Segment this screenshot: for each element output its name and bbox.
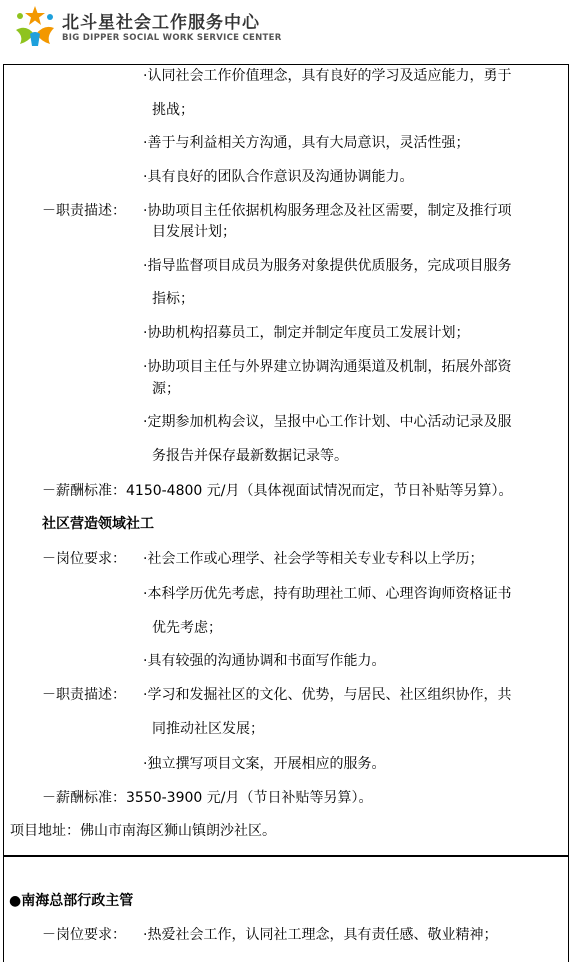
- duty-item: ·协助项目主任依据机构服务理念及社区需要，制定及推行项: [143, 203, 512, 219]
- duty-item-cont: 目发展计划；: [152, 224, 236, 240]
- requirement-item: ·善于与利益相关方沟通，具有大局意识，灵活性强；: [143, 135, 470, 151]
- project-address: 项目地址：佛山市南海区狮山镇朗沙社区。: [10, 823, 276, 839]
- duty-item: ·定期参加机构会议，呈报中心工作计划、中心活动记录及服: [143, 414, 512, 430]
- job-title: ●南海总部行政主管: [9, 893, 134, 909]
- duty-item: ·独立撰写项目文案，开展相应的服务。: [143, 756, 386, 772]
- salary-text: －薪酬标准：4150-4800 元/月（具体视面试情况而定，节日补贴等另算）。: [42, 483, 513, 499]
- requirement-item: ·具有良好的团队合作意识及沟通协调能力。: [143, 169, 414, 185]
- requirement-item-cont: 优先考虑；: [152, 620, 222, 636]
- requirement-item: ·热爱社会工作，认同社工理念，具有责任感、敬业精神；: [143, 927, 498, 943]
- duty-item-cont: 务报告并保存最新数据记录等。: [152, 448, 348, 464]
- duty-item-cont: 同推动社区发展；: [152, 721, 264, 737]
- org-name-en: BIG DIPPER SOCIAL WORK SERVICE CENTER: [62, 33, 282, 43]
- requirement-item: ·社会工作或心理学、社会学等相关专业专科以上学历；: [143, 551, 484, 567]
- requirement-label: －岗位要求：: [42, 551, 126, 567]
- duty-label: －职责描述：: [42, 203, 126, 219]
- duty-item: ·协助项目主任与外界建立协调沟通渠道及机制，拓展外部资: [143, 359, 512, 375]
- duty-item: ·学习和发掘社区的文化、优势，与居民、社区组织协作，共: [143, 687, 512, 703]
- salary-text: －薪酬标准：3550-3900 元/月（节日补贴等另算）。: [42, 790, 373, 806]
- duty-item: ·指导监督项目成员为服务对象提供优质服务，完成项目服务: [143, 258, 512, 274]
- job-title: 社区营造领域社工: [42, 516, 154, 532]
- duty-item-cont: 指标；: [152, 291, 194, 307]
- requirement-item-cont: 挑战；: [152, 102, 194, 118]
- requirement-item: ·本科学历优先考虑，持有助理社工师、心理咨询师资格证书: [143, 586, 512, 602]
- requirement-item: ·认同社会工作价值理念，具有良好的学习及适应能力，勇于: [143, 68, 512, 84]
- requirement-item: ·具有较强的沟通协调和书面写作能力。: [143, 653, 386, 669]
- big-dipper-logo-icon: [10, 4, 60, 48]
- duty-item: ·协助机构招募员工，制定并制定年度员工发展计划；: [143, 325, 470, 341]
- duty-label: －职责描述：: [42, 687, 126, 703]
- requirement-label: －岗位要求：: [42, 927, 126, 943]
- org-name-cn: 北斗星社会工作服务中心: [62, 13, 260, 33]
- header: [0, 0, 573, 56]
- duty-item-cont: 源；: [152, 381, 180, 397]
